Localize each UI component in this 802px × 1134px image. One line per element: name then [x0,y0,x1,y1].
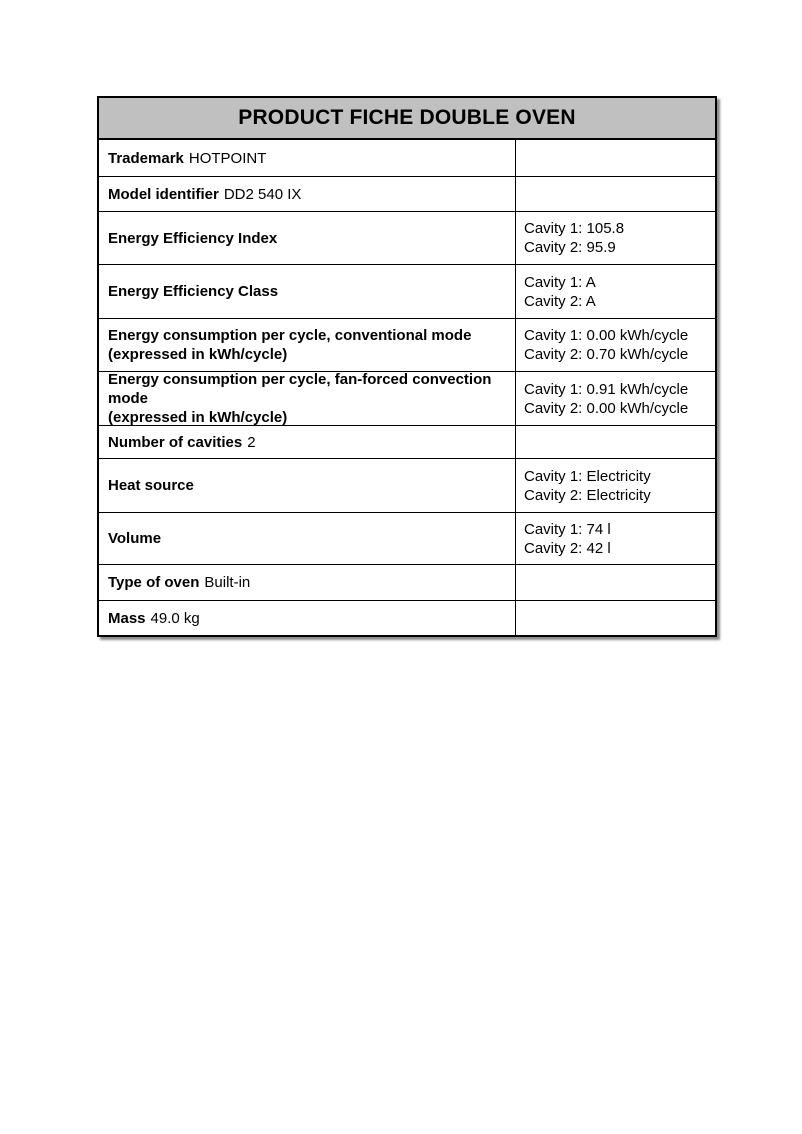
row-label: Mass [108,609,146,627]
row-value-cell [515,319,715,371]
table-row-type-of-oven [99,565,715,601]
row-label: Energy Efficiency Index [108,229,278,247]
cavity-1-value: Cavity 1: 0.91 kWh/cycle [524,380,689,398]
table-row-mass [99,601,715,635]
row-label: Type of oven [108,574,200,591]
row-label: Model identifier [108,185,219,203]
cavity-1-value: Cavity 1: 105.8 [524,220,625,237]
row-label-line2: (expressed in kWh/cycle) [108,409,288,426]
row-value-cell [515,265,715,318]
cavity-1-value: Cavity 1: A [524,273,596,291]
table-row-energy-efficiency-class [99,265,715,319]
table-row-number-of-cavities [99,426,715,459]
table-title: PRODUCT FICHE DOUBLE OVEN [99,98,715,140]
row-label: Number of cavities [108,433,243,451]
row-inline-value: Built-in [204,574,251,591]
cavity-2-value: Cavity 2: 0.00 kWh/cycle [524,399,689,417]
row-label: Energy consumption per cycle, fan-forced convection mode [108,371,492,407]
table-row-volume [99,513,715,565]
row-label: Trademark [108,149,184,167]
row-label: Heat source [108,477,194,494]
row-value-cell [515,212,715,264]
table-row-energy-efficiency-index [99,212,715,265]
row-value-cell [515,459,715,512]
table-row-energy-consumption-conventional [99,319,715,372]
row-value-cell [515,372,715,425]
cavity-2-value: Cavity 2: A [524,292,596,310]
row-label-cell [99,372,515,425]
row-inline-value: DD2 540 IX [223,185,302,203]
row-label: Energy consumption per cycle, conventional mode [108,327,472,344]
row-label-cell [99,459,515,512]
table-row-model-identifier [99,177,715,212]
row-inline-value: 49.0 kg [150,609,200,627]
row-label-cell [99,265,515,318]
cavity-2-value: Cavity 2: 0.70 kWh/cycle [524,346,689,363]
cavity-2-value: Cavity 2: Electricity [524,486,651,504]
row-value-cell [515,513,715,564]
row-value-cell [515,140,715,176]
cavity-1-value: Cavity 1: 0.00 kWh/cycle [524,327,689,344]
row-label-line2: (expressed in kWh/cycle) [108,346,288,363]
row-label-cell [99,601,515,635]
table-row-trademark [99,140,715,177]
row-label-cell [99,212,515,264]
row-label-cell [99,565,515,600]
row-value-cell [515,601,715,635]
row-label-cell [99,140,515,176]
row-value-cell [515,565,715,600]
cavity-2-value: Cavity 2: 95.9 [524,239,616,256]
table-row-energy-consumption-fan-forced [99,372,715,426]
cavity-1-value: Cavity 1: 74 l [524,520,611,538]
product-fiche-table [97,96,717,637]
row-label-cell [99,513,515,564]
cavity-2-value: Cavity 2: 42 l [524,539,611,557]
row-label-cell [99,177,515,211]
row-label-cell [99,319,515,371]
row-label: Energy Efficiency Class [108,283,279,300]
row-value-cell [515,426,715,458]
cavity-1-value: Cavity 1: Electricity [524,467,651,485]
row-label: Volume [108,530,162,547]
row-inline-value: 2 [247,433,256,451]
table-row-heat-source [99,459,715,513]
row-label-cell [99,426,515,458]
row-inline-value: HOTPOINT [188,149,267,167]
row-value-cell [515,177,715,211]
